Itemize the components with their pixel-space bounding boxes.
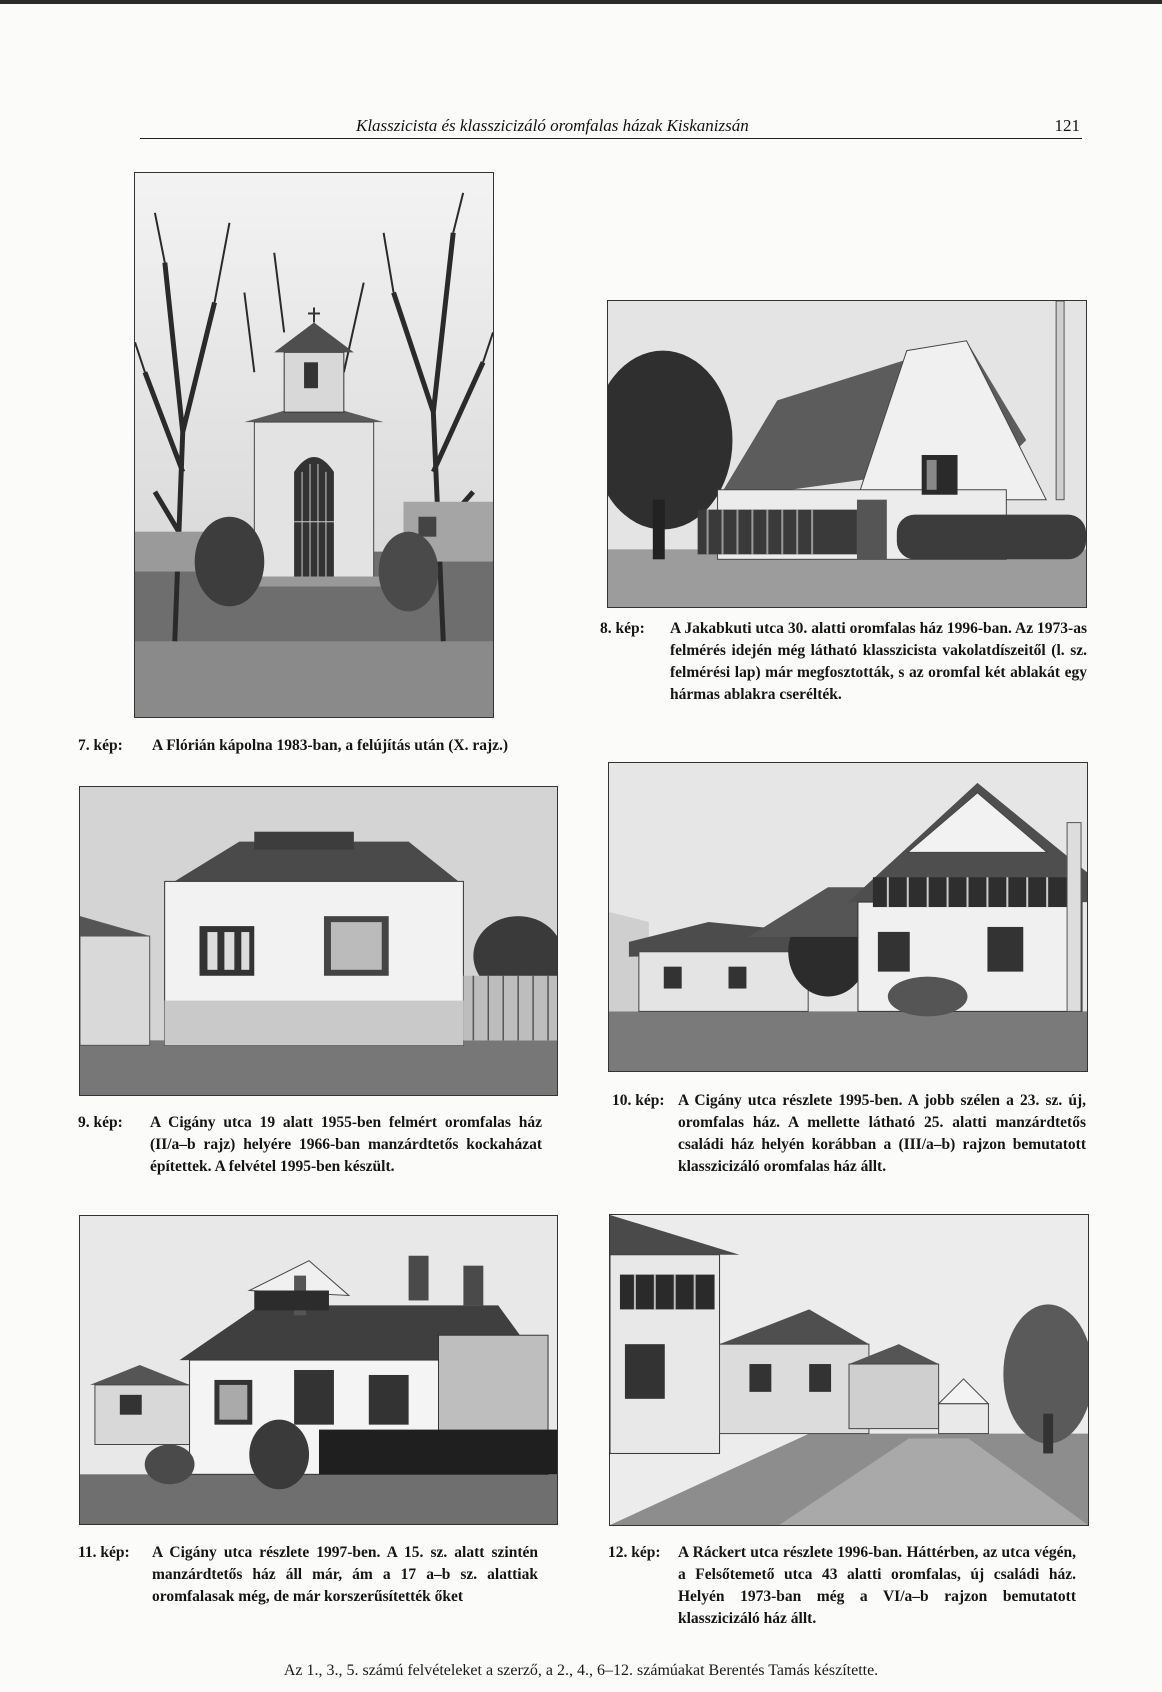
caption-11: [78, 1542, 568, 1652]
top-rule: [0, 0, 1162, 4]
caption-7: [78, 735, 518, 785]
photo-credits: [0, 1662, 1162, 1680]
caption-7-text: A Flórián kápolna 1983-ban, a felújítás után (X. rajz.): [152, 737, 509, 754]
caption-7-number: 7. kép:: [78, 737, 123, 754]
caption-12-number: 12. kép:: [608, 1544, 661, 1561]
caption-9: [78, 1112, 568, 1222]
photo-10-street-view: [608, 762, 1088, 1072]
photo-11-mansard-house: [79, 1215, 558, 1525]
caption-10: [612, 1090, 1090, 1200]
caption-8-number: 8. kép:: [600, 620, 645, 637]
page-number: 121: [1054, 116, 1080, 135]
photo-7-chapel: [134, 172, 494, 718]
running-header: [140, 116, 1082, 139]
caption-8: [600, 618, 1087, 728]
caption-12-text: A Ráckert utca részlete 1996-ban. Háttérben, az utca végén, a Felsőtemető utca 43 alatti oromfalas, új családi ház. Helyén 1973-ban még a VI/a–b rajzon bemutatott klasszicizáló ház állt.: [678, 1544, 1076, 1627]
photo-12-rackert-street: [609, 1214, 1089, 1526]
caption-9-number: 9. kép:: [78, 1114, 123, 1131]
photo-8-gable-house: [607, 300, 1087, 608]
running-title: Klasszicista és klasszicizáló oromfalas házak Kiskanizsán: [356, 116, 749, 135]
caption-9-text: A Cigány utca 19 alatt 1955-ben felmért oromfalas ház (II/a–b rajz) helyére 1966-ban manzárdtetős kockaházat építettek. A felvétel 1995-ben készült.: [150, 1114, 542, 1175]
photo-credits-text: Az 1., 3., 5. számú felvételeket a szerző, a 2., 4., 6–12. számúakat Berentés Tamás készítette.: [283, 1662, 879, 1679]
caption-10-number: 10. kép:: [612, 1092, 665, 1109]
caption-10-text: A Cigány utca részlete 1995-ben. A jobb szélen a 23. sz. új, oromfalas ház. A mellette látható 25. alatti manzárdtetős családi ház helyén korábban a (III/a–b) rajzon bemutatott klasszicizáló oromfalas ház állt.: [678, 1092, 1086, 1175]
caption-11-text: A Cigány utca részlete 1997-ben. A 15. sz. alatt szintén manzárdtetős ház áll már, ám a 17 a–b sz. alattiak oromfalasak még, de már korszerűsítették őket: [152, 1544, 538, 1605]
caption-8-text: A Jakabkuti utca 30. alatti oromfalas ház 1996-ban. Az 1973-as felmérés idején még látható klasszicista vakolatdíszeitől (l. sz. felmérési lap) már megfosztották, s az oromfal két ablakát egy hármas ablakra cserélték.: [670, 620, 1087, 703]
photo-9-cube-house: [79, 786, 558, 1096]
caption-12: [608, 1542, 1088, 1652]
caption-11-number: 11. kép:: [78, 1544, 130, 1561]
